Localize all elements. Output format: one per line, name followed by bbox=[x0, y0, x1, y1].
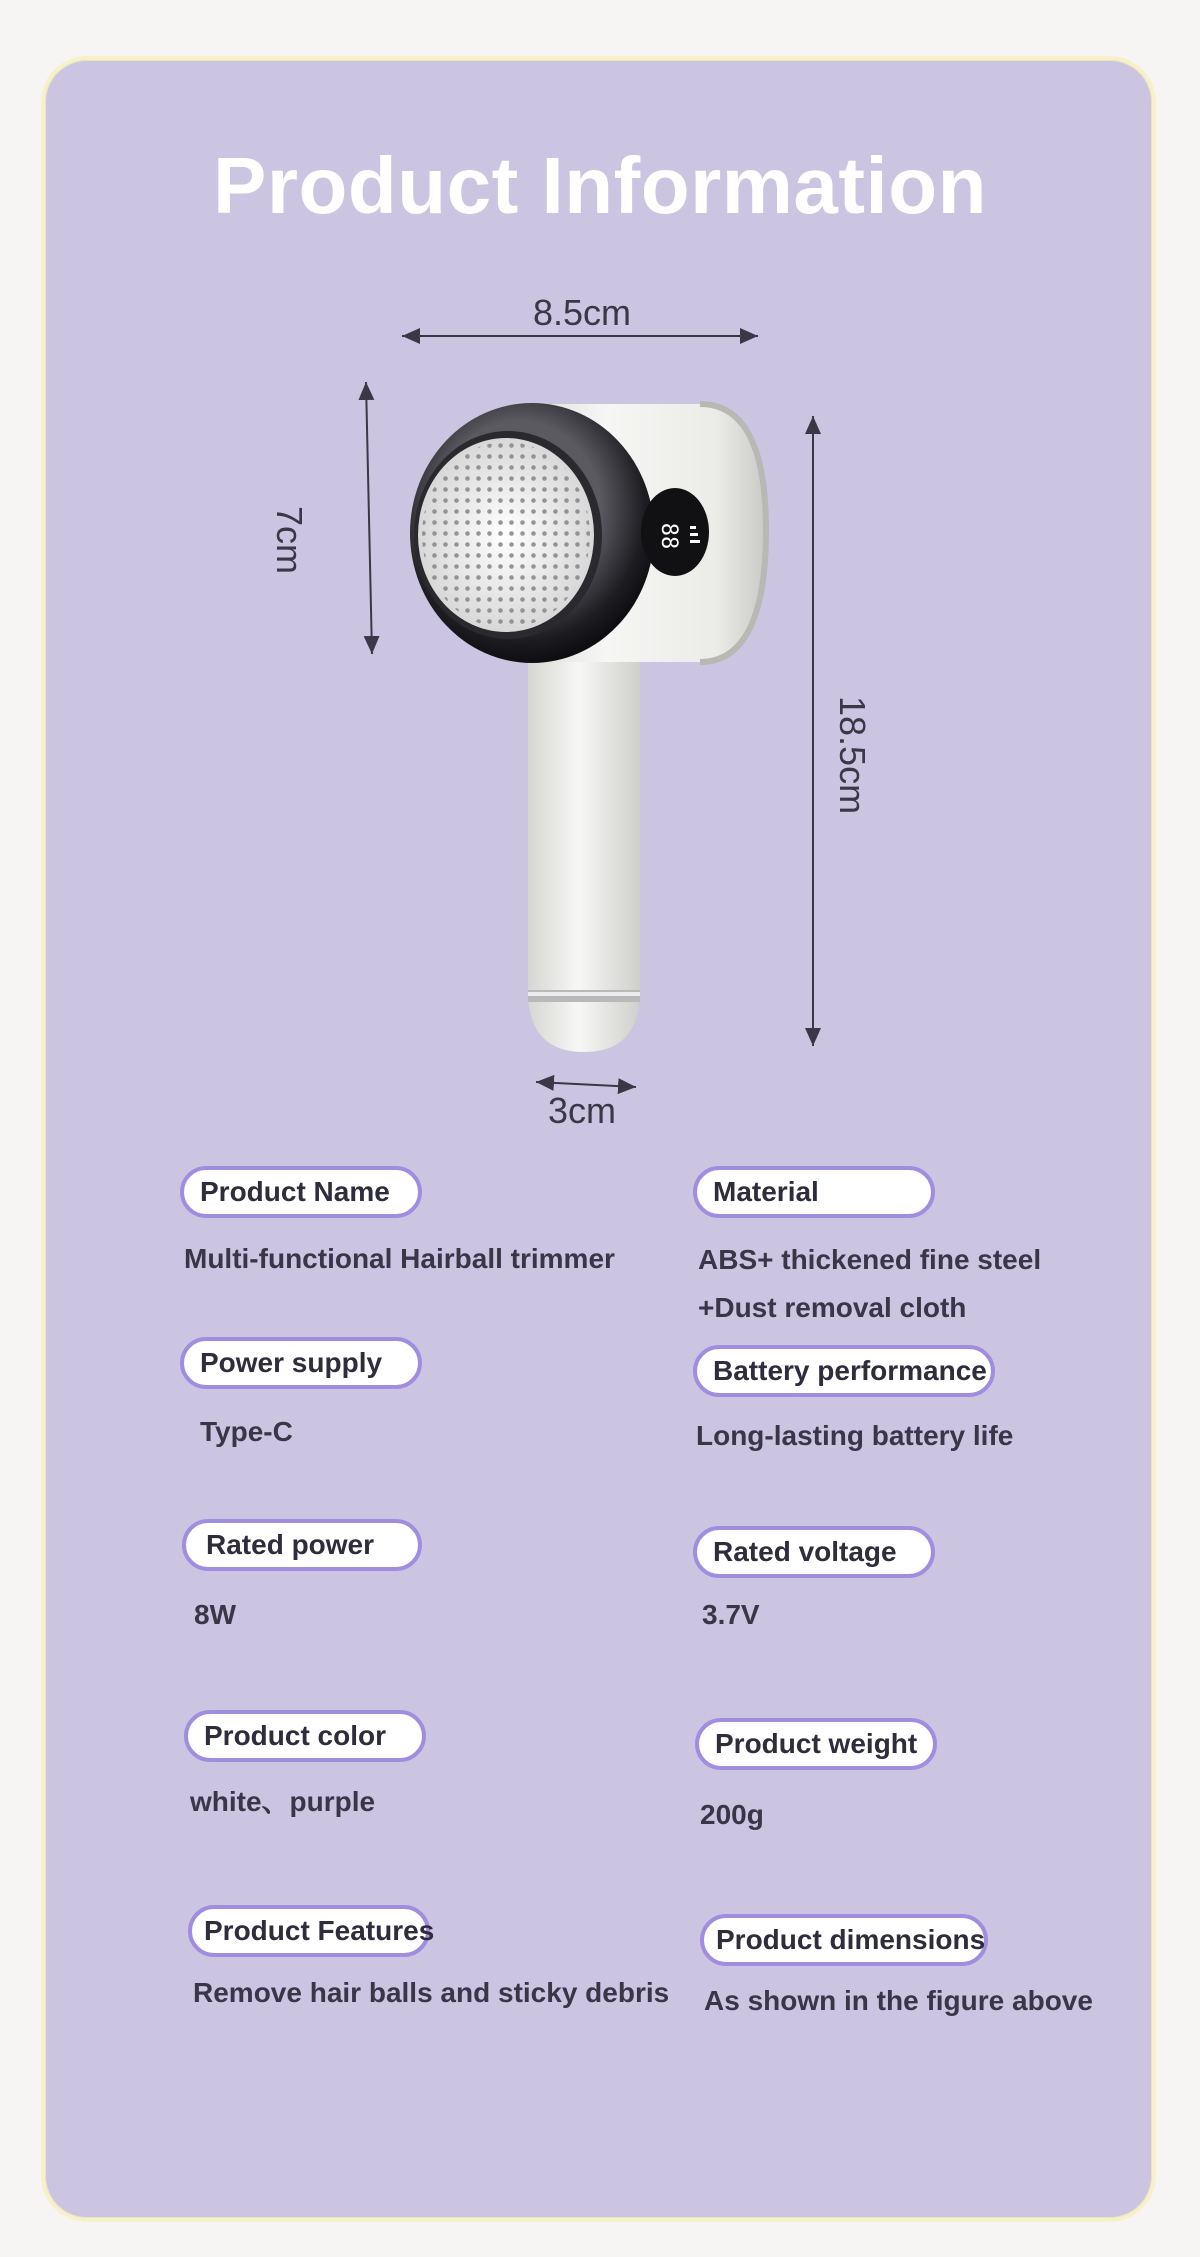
power-supply-value: Type-C bbox=[200, 1416, 293, 1447]
handle-width-label: 3cm bbox=[548, 1090, 617, 1131]
product-weight-value: 200g bbox=[700, 1799, 764, 1830]
blade-guard bbox=[410, 403, 654, 663]
product-name-value: Multi-functional Hairball trimmer bbox=[184, 1243, 615, 1274]
material-label: Material bbox=[693, 1166, 935, 1218]
handle-width-arrow bbox=[536, 1082, 636, 1087]
product-dimensions-value: As shown in the figure above bbox=[704, 1985, 1093, 2016]
head-height-arrow bbox=[366, 382, 372, 654]
trimmer-handle bbox=[528, 600, 640, 1052]
rated-voltage-label: Rated voltage bbox=[693, 1526, 935, 1578]
display-readout: 88 bbox=[656, 522, 681, 550]
digital-display bbox=[641, 488, 709, 576]
battery-performance-value: Long-lasting battery life bbox=[696, 1420, 1014, 1451]
power-supply-label: Power supply bbox=[180, 1337, 422, 1389]
product-color-label: Product color bbox=[184, 1710, 426, 1762]
rated-power-label: Rated power bbox=[182, 1519, 422, 1571]
product-dimensions-label: Product dimensions bbox=[700, 1914, 988, 1966]
product-features-label: Product Features bbox=[188, 1905, 430, 1957]
head-height-label: 7cm bbox=[269, 506, 310, 575]
product-color-value: white、purple bbox=[190, 1786, 376, 1817]
page-title: Product Information bbox=[213, 141, 987, 230]
product-weight-label: Product weight bbox=[695, 1718, 937, 1770]
material-value-line1: ABS+ thickened fine steel bbox=[698, 1244, 1042, 1275]
battery-performance-label: Battery performance bbox=[693, 1345, 995, 1397]
rated-voltage-value: 3.7V bbox=[702, 1599, 760, 1630]
rated-power-value: 8W bbox=[194, 1599, 236, 1630]
material-value-line2: +Dust removal cloth bbox=[698, 1292, 967, 1323]
width-label: 8.5cm bbox=[533, 292, 632, 333]
product-name-label: Product Name bbox=[180, 1166, 422, 1218]
total-height-label: 18.5cm bbox=[832, 696, 873, 815]
product-features-value: Remove hair balls and sticky debris bbox=[193, 1977, 670, 2008]
